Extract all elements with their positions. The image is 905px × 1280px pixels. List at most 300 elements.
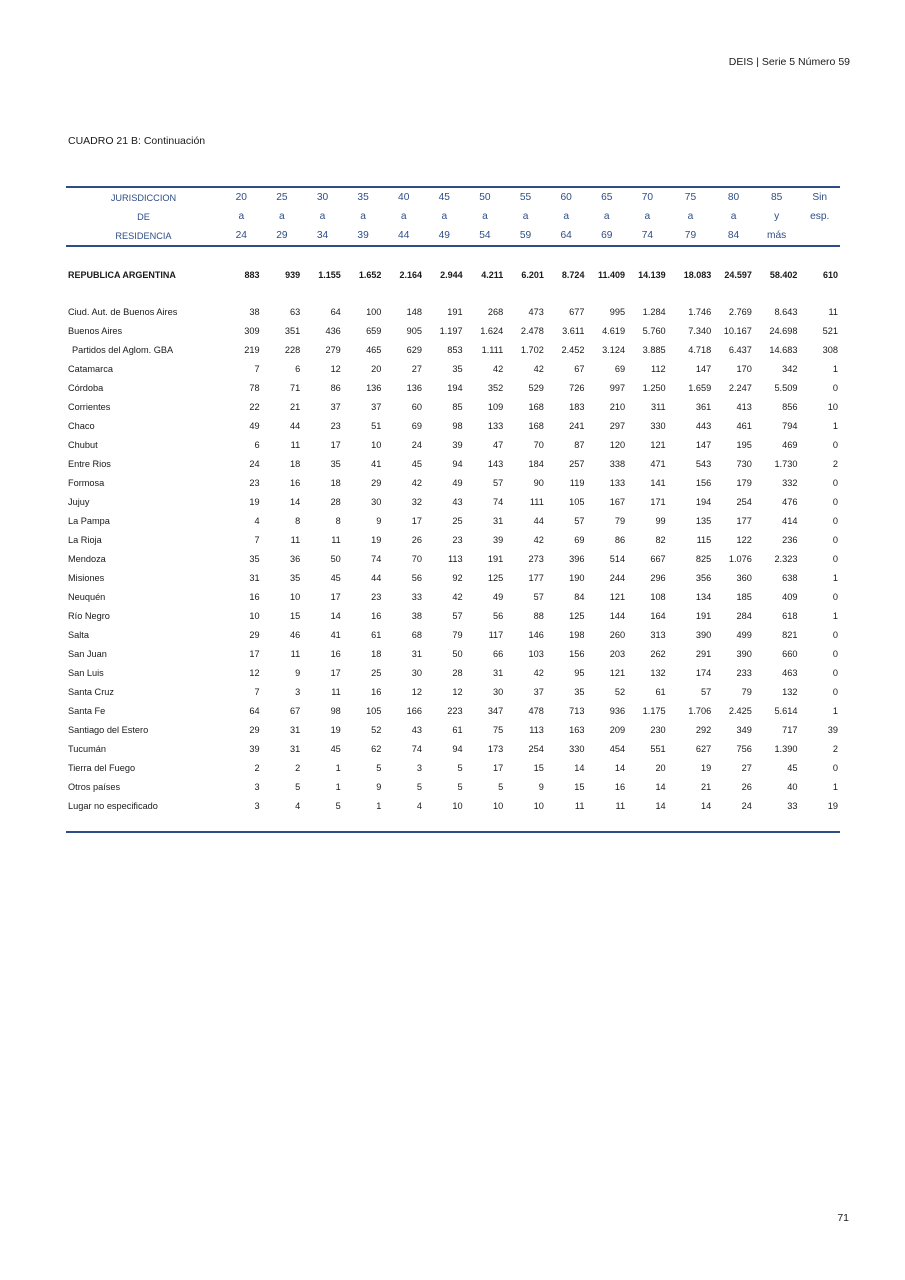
header-cell: a [687,211,694,222]
table-row [66,511,840,530]
table-cell: 14 [655,800,666,811]
table-cell: 85 [452,401,463,412]
table-cell: 61 [655,686,666,697]
table-cell: 1.702 [520,344,544,355]
table-row [66,739,840,758]
header-cell: 80 [713,187,754,207]
table-cell: 11 [615,800,626,811]
table-cell: 0 [832,515,838,526]
table-cell: 17 [249,648,260,659]
table-cell: 12 [411,686,423,697]
table-cell: 338 [609,458,626,469]
table-cell: 177 [528,572,544,583]
header-cell: esp. [810,211,830,222]
header-cell: a [522,211,529,222]
table-cell: 12 [452,686,463,697]
table-cell: 349 [736,724,752,735]
table-cell: 9 [538,781,544,792]
table-cell: 20 [655,762,666,773]
table-cell: 84 [574,591,585,602]
table-cell: 75 [493,724,504,735]
table-cell: 351 [284,325,301,336]
table-cell: 191 [695,610,712,621]
table-cell: 11 [828,306,838,317]
table-cell: 57 [452,610,463,621]
table-cell: 31 [289,743,301,754]
table-cell: 86 [614,534,626,545]
table-cell: 56 [493,610,504,621]
table-cell: 79 [741,686,752,697]
table-cell: 49 [452,477,463,488]
table-cell: 113 [529,724,544,735]
table-cell: 148 [406,306,423,317]
header-label: DE [137,211,150,222]
table-cell: 8.724 [561,269,585,280]
header-cell: 34 [302,226,343,246]
row-label: Catamarca [68,363,113,374]
row-label: Ciud. Aut. de Buenos Aires [68,306,178,317]
table-cell: 51 [371,420,382,431]
table-cell: 7 [254,363,260,374]
table-cell: 194 [695,496,712,507]
table-cell: 8 [295,515,301,526]
table-cell: 4 [254,515,260,526]
table-cell: 360 [736,572,752,583]
table-cell: 57 [574,515,585,526]
table-cell: 5 [335,800,341,811]
table-cell: 78 [249,382,260,393]
table-cell: 3.611 [562,325,585,336]
header-cell: 54 [465,226,506,246]
row-label: Tucumán [68,743,106,754]
table-cell: 11 [331,534,341,545]
header-cell: 74 [627,226,668,246]
table-cell: 4.718 [688,344,712,355]
table-cell: 147 [695,363,712,374]
header-cell: 30 [302,187,343,207]
table-cell: 68 [411,629,423,640]
table-cell: 99 [655,515,666,526]
table-cell: 86 [330,382,341,393]
table-cell: 11 [574,800,585,811]
table-cell: 219 [244,344,260,355]
table-cell: 1.155 [318,269,341,280]
table-cell: 25 [371,667,382,678]
row-label: Formosa [68,477,105,488]
table-cell: 330 [650,420,666,431]
table-cell: 1.659 [688,382,712,393]
table-cell: 499 [736,629,752,640]
table-cell: 50 [330,553,341,564]
table-cell: 70 [411,553,423,564]
table-cell: 191 [447,306,463,317]
table-cell: 70 [533,439,544,450]
header-cell: 50 [465,187,506,207]
table-cell: 35 [574,686,585,697]
table-cell: 1 [832,610,838,621]
table-cell: 2 [254,762,260,773]
table-cell: 23 [452,534,463,545]
table-cell: 11 [331,686,341,697]
table-cell: 185 [736,591,752,602]
table-cell: 19 [701,762,712,773]
table-cell: 22 [249,401,260,412]
table-cell: 43 [411,724,423,735]
table-cell: 37 [371,401,382,412]
table-cell: 478 [528,705,544,716]
table-row [66,359,840,378]
table-cell: 856 [782,401,798,412]
table-cell: 629 [406,344,423,355]
table-row [66,568,840,587]
table-cell: 79 [452,629,463,640]
table-cell: 659 [366,325,382,336]
table-cell: 6 [295,363,301,374]
row-label: Partidos del Aglom. GBA [72,344,174,355]
table-cell: 23 [249,477,260,488]
table-cell: 0 [832,439,838,450]
table-cell: 241 [569,420,585,431]
table-cell: 32 [411,496,423,507]
table-cell: 133 [487,420,504,431]
table-cell: 132 [650,667,666,678]
table-cell: 14 [655,781,666,792]
table-cell: 0 [832,629,838,640]
table-cell: 0 [832,382,838,393]
table-cell: 279 [325,344,341,355]
table-cell: 67 [289,705,301,716]
table-cell: 56 [411,572,423,583]
table-cell: 390 [736,648,752,659]
table-cell: 60 [411,401,423,412]
table-cell: 454 [609,743,626,754]
header-cell: 75 [668,187,714,207]
table-cell: 26 [741,781,752,792]
table-cell: 24.698 [769,325,798,336]
row-label: Neuquén [68,591,106,602]
table-cell: 33 [787,800,798,811]
table-cell: 0 [832,591,838,602]
table-cell: 17 [330,667,341,678]
table-cell: 543 [695,458,712,469]
page-number: 71 [837,1212,849,1224]
table-cell: 35 [452,363,463,374]
table-cell: 436 [325,325,341,336]
table-cell: 45 [330,572,341,583]
table-cell: 7 [254,534,260,545]
table-cell: 9 [376,515,382,526]
table-cell: 177 [736,515,752,526]
row-label: Entre Rios [68,458,111,469]
header-cell: a [441,211,448,222]
table-cell: 33 [411,591,423,602]
row-label: Santa Fe [68,705,106,716]
table-cell: 1.175 [642,705,666,716]
total-row [66,265,840,284]
table-cell: 184 [528,458,544,469]
table-cell: 98 [452,420,463,431]
table-cell: 2.323 [774,553,798,564]
table-header [66,187,840,246]
table-cell: 236 [782,534,798,545]
table-cell: 170 [736,363,752,374]
table-cell: 24 [249,458,260,469]
table-cell: 156 [695,477,712,488]
table-row [66,682,840,701]
table-cell: 17 [411,515,423,526]
table-cell: 10 [533,800,544,811]
table-cell: 41 [330,629,341,640]
table-cell: 164 [650,610,666,621]
table-cell: 136 [406,382,423,393]
header-cell: a [730,211,737,222]
table-row [66,549,840,568]
table-cell: 7 [254,686,260,697]
table-cell: 42 [493,363,504,374]
table-cell: 4.211 [481,269,504,280]
table-cell: 9 [295,667,301,678]
table-cell: 79 [614,515,626,526]
row-label: Chubut [68,439,98,450]
table-cell: 19 [371,534,382,545]
table-row [66,321,840,340]
table-cell: 1.746 [688,306,712,317]
table-cell: 2.944 [440,269,463,280]
table-cell: 244 [609,572,626,583]
table-cell: 794 [782,420,798,431]
row-label: Tierra del Fuego [68,762,136,773]
table-cell: 413 [736,401,752,412]
table-cell: 45 [330,743,341,754]
table-cell: 11 [290,648,301,659]
table-cell: 2.478 [520,325,544,336]
table-row [66,701,840,720]
table-cell: 0 [832,648,838,659]
table-cell: 463 [782,667,798,678]
table-cell: 1.250 [642,382,666,393]
table-cell: 143 [487,458,504,469]
table-cell: 163 [569,724,585,735]
table-cell: 36 [289,553,301,564]
table-cell: 26 [411,534,423,545]
table-cell: 2 [832,743,838,754]
table-cell: 58.402 [769,269,798,280]
table-cell: 529 [528,382,544,393]
table-cell: 16 [330,648,341,659]
table-cell: 330 [569,743,585,754]
table-cell: 1 [335,781,341,792]
table-cell: 100 [366,306,382,317]
table-cell: 16 [371,686,382,697]
table-cell: 133 [609,477,626,488]
table-cell: 1.111 [481,344,504,355]
row-label: Mendoza [68,553,106,564]
table-cell: 141 [650,477,666,488]
table-cell: 125 [569,610,585,621]
header-cell: 44 [383,226,424,246]
header-cell: a [238,211,245,222]
table-cell: 109 [487,401,504,412]
table-cell: 5 [295,781,301,792]
spacer-row [66,246,840,265]
table-cell: 8.643 [774,306,798,317]
table-cell: 69 [614,363,626,374]
table-cell: 57 [493,477,504,488]
table-cell: 273 [528,553,544,564]
table-cell: 42 [533,667,544,678]
header-cell: 69 [586,226,627,246]
table-cell: 105 [366,705,382,716]
table-cell: 103 [528,648,544,659]
table-cell: 10.167 [723,325,752,336]
table-cell: 521 [822,325,838,336]
table-cell: 0 [832,534,838,545]
table-cell: 5 [498,781,504,792]
table-cell: 69 [574,534,585,545]
header-cell: 64 [546,226,587,246]
table-cell: 28 [452,667,463,678]
row-label: REPUBLICA ARGENTINA [68,269,176,280]
table-cell: 132 [782,686,798,697]
header-cell: a [400,211,407,222]
table-cell: 1 [832,705,838,716]
table-cell: 905 [406,325,423,336]
table-cell: 2.452 [561,344,585,355]
table-cell: 8 [335,515,341,526]
table-cell: 3.885 [642,344,666,355]
table-cell: 10 [289,591,301,602]
table-cell: 31 [289,724,301,735]
header-cell: 35 [343,187,384,207]
header-cell: 24 [221,226,262,246]
table-cell: 284 [736,610,752,621]
table-cell: 1 [335,762,341,773]
table-cell: 38 [411,610,423,621]
table-cell: 119 [569,477,585,488]
table-cell: 61 [452,724,463,735]
table-cell: 120 [609,439,626,450]
table-cell: 667 [650,553,666,564]
table-cell: 5 [376,762,382,773]
table-cell: 74 [371,553,382,564]
table-cell: 551 [650,743,666,754]
table-caption: CUADRO 21 B: Continuación [68,135,206,147]
row-label: Corrientes [68,401,111,412]
table-cell: 313 [650,629,666,640]
table-cell: 825 [695,553,712,564]
table-cell: 121 [609,667,626,678]
table-cell: 166 [406,705,423,716]
table-cell: 309 [244,325,260,336]
table-cell: 2 [295,762,301,773]
table-cell: 15 [533,762,544,773]
header-cell: y [774,211,780,222]
table-cell: 260 [609,629,626,640]
table-body [66,246,840,832]
table-cell: 198 [569,629,585,640]
header-cell: 45 [424,187,465,207]
table-cell: 14 [330,610,341,621]
table-cell: 17 [493,762,504,773]
table-cell: 14 [289,496,301,507]
table-cell: 171 [650,496,666,507]
table-cell: 14 [701,800,712,811]
table-cell: 20 [371,363,382,374]
table-cell: 113 [447,553,463,564]
table-cell: 42 [411,477,423,488]
table-row [66,663,840,682]
table-cell: 1.284 [642,306,666,317]
table-cell: 0 [832,553,838,564]
table-cell: 64 [249,705,260,716]
header-cell: Sin [799,187,840,207]
table-cell: 296 [650,572,666,583]
header-row [66,226,840,246]
table-cell: 356 [695,572,712,583]
table-cell: 6.201 [521,269,544,280]
table-cell: 638 [782,572,798,583]
table-cell: 254 [736,496,752,507]
table-cell: 0 [832,686,838,697]
table-cell: 3 [254,781,260,792]
table-cell: 14 [614,762,626,773]
table-cell: 297 [609,420,626,431]
table-cell: 610 [822,269,838,280]
table-cell: 173 [487,743,504,754]
header-cell: 55 [505,187,546,207]
table-row [66,397,840,416]
table-cell: 42 [533,363,544,374]
table-cell: 47 [493,439,504,450]
table-cell: 10 [452,800,463,811]
table-row [66,435,840,454]
header-cell: más [754,226,800,246]
table-cell: 469 [782,439,798,450]
table-cell: 195 [736,439,752,450]
table-cell: 35 [330,458,341,469]
row-label: Río Negro [68,610,110,621]
table-cell: 2.425 [728,705,752,716]
table-cell: 39 [452,439,463,450]
table-cell: 49 [493,591,504,602]
table-cell: 12 [330,363,341,374]
table-row [66,473,840,492]
table-cell: 660 [782,648,798,659]
table-cell: 1 [832,781,838,792]
table-cell: 66 [493,648,504,659]
table-row [66,720,840,739]
table-cell: 7.340 [688,325,712,336]
table-cell: 42 [452,591,463,602]
table-row [66,302,840,321]
table-cell: 82 [655,534,666,545]
table-cell: 4 [295,800,301,811]
table-cell: 228 [284,344,301,355]
table-cell: 16 [371,610,382,621]
row-label: San Luis [68,667,104,678]
table-cell: 67 [574,363,585,374]
table-cell: 19 [249,496,260,507]
row-label: Misiones [68,572,105,583]
table-cell: 64 [330,306,341,317]
running-header: DEIS | Serie 5 Número 59 [728,56,850,68]
table-cell: 11.409 [598,269,626,280]
table-cell: 396 [569,553,585,564]
table-cell: 44 [289,420,301,431]
header-cell: 79 [668,226,714,246]
table-cell: 10 [249,610,260,621]
table-cell: 936 [609,705,626,716]
